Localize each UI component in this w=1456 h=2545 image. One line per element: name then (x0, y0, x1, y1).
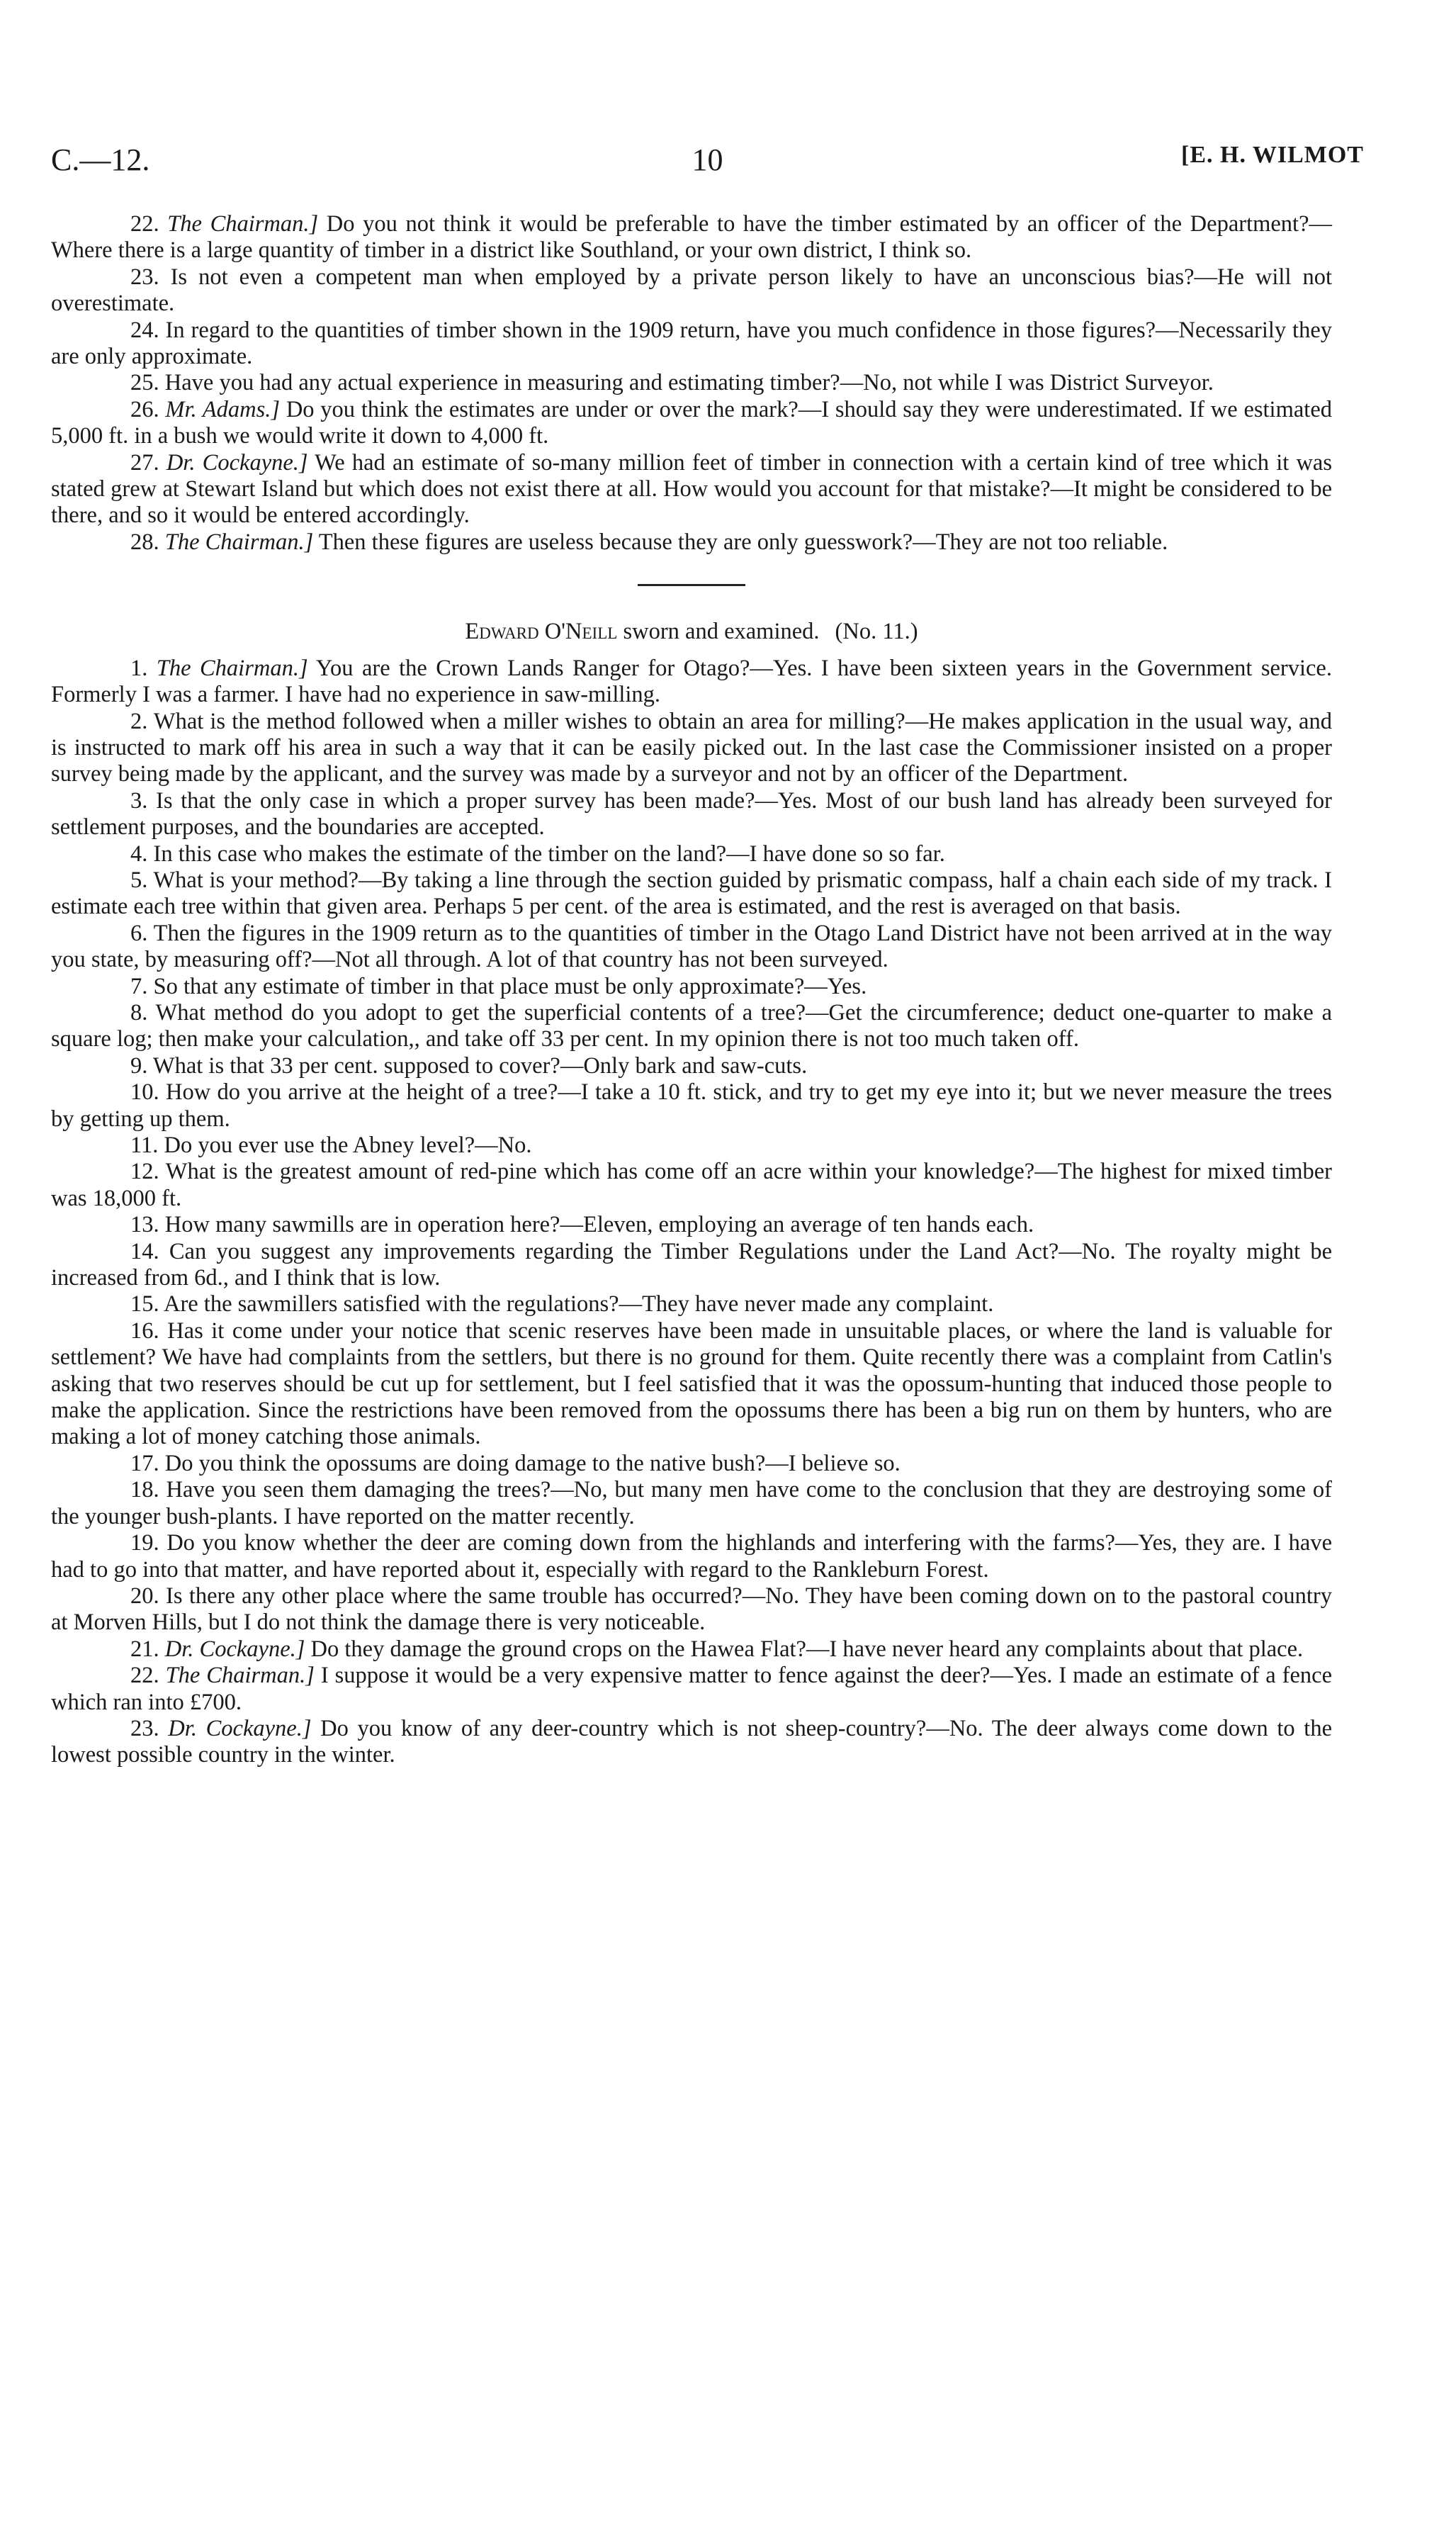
question-number: 13. (130, 1212, 159, 1238)
question-number: 14. (130, 1238, 159, 1264)
speaker-name: Dr. Cockayne.] (164, 1636, 305, 1662)
question-number: 5. (130, 867, 148, 893)
speaker-name: Dr. Cockayne.] (168, 1715, 312, 1741)
question-number: 20. (130, 1583, 159, 1609)
question-text: What is your method?—By taking a line through the section guided by prismatic compass, half a chain each side of my track. I estimate each tree within that given area. Perhaps 5 per cent. of the area is estimated, and the rest is averaged on that basis. (51, 867, 1332, 920)
question-paragraph (51, 1451, 1332, 1477)
document-reference: C.—12. (51, 142, 150, 177)
question-number: 10. (130, 1079, 159, 1106)
question-number: 27. (130, 449, 159, 476)
question-paragraph (51, 1583, 1332, 1636)
question-text: Do you think the estimates are under or over the mark?—I should say they were underestimated. If we estimated 5,000 ft. in a bush we would write it down to 4,000 ft. (51, 396, 1332, 449)
question-number: 7. (130, 973, 148, 999)
question-paragraph (51, 318, 1332, 371)
question-number: 8. (130, 999, 148, 1026)
question-paragraph (51, 656, 1332, 709)
question-number: 25. (130, 370, 159, 396)
question-paragraph (51, 709, 1332, 788)
question-paragraph (51, 1291, 1332, 1318)
question-number: 21. (130, 1636, 159, 1662)
section-divider (638, 584, 745, 586)
question-paragraph (51, 1716, 1332, 1769)
question-text: Have you had any actual experience in measuring and estimating timber?—No, not while I was District Surveyor. (164, 370, 1214, 396)
question-paragraph (51, 1318, 1332, 1451)
question-number: 11. (130, 1133, 159, 1158)
question-text: I suppose it would be a very expensive matter to fence against the deer?—Yes. I made an estimate of a fence which ran into £700. (51, 1663, 1332, 1715)
question-paragraph (51, 1159, 1332, 1212)
question-paragraph (51, 1053, 1332, 1079)
question-number: 23. (130, 264, 159, 290)
question-text: So that any estimate of timber in that place must be only approximate?—Yes. (153, 973, 867, 999)
question-text: We had an estimate of so-many million feet of timber in connection with a certain kind of tree which it was stated grew at Stewart Island but which does not exist there at all. How would you account for that mistake?—It might be considered to be there, and so it would be entered accordingly. (51, 449, 1333, 529)
question-number: 24. (130, 317, 159, 343)
question-text: Do you ever use the Abney level?—No. (164, 1133, 532, 1158)
question-number: 26. (130, 396, 159, 422)
speaker-name: The Chairman.] (165, 1663, 315, 1689)
speaker-name: The Chairman.] (156, 655, 308, 681)
question-paragraph (51, 529, 1332, 556)
page-body (51, 211, 1332, 1769)
question-paragraph (51, 211, 1332, 264)
question-paragraph (51, 1079, 1332, 1133)
question-text: In regard to the quantities of timber shown in the 1909 return, have you much confidence in those figures?—Necessarily they are only approximate. (51, 317, 1333, 370)
question-text: Do you know of any deer-country which is not sheep-country?—No. The deer always come down to the lowest possible country in the winter. (51, 1715, 1332, 1768)
section-oneill-evidence (51, 656, 1332, 1769)
speaker-name: Mr. Adams.] (165, 396, 281, 422)
question-number: 16. (130, 1318, 159, 1344)
question-text: What is the greatest amount of red-pine which has come off an acre within your knowledge?—The highest for mixed timber was 18,000 ft. (51, 1159, 1333, 1211)
question-paragraph (51, 1636, 1332, 1663)
question-text: How many sawmills are in operation here?—Eleven, employing an average of ten hands each. (164, 1212, 1034, 1238)
question-number: 19. (130, 1530, 159, 1556)
question-paragraph (51, 1530, 1332, 1583)
witness-name: Edward O'Neill (465, 619, 618, 645)
speaker-name: The Chairman.] (164, 529, 314, 555)
question-number: 28. (130, 529, 159, 555)
speaker-name: The Chairman.] (167, 211, 319, 237)
witness-number: (No. 11.) (835, 619, 918, 645)
question-text: Do you know whether the deer are coming down from the highlands and interfering with the farms?—Yes, they are. I have had to go into that matter, and have reported about it, especially with regard to the Rankleburn Forest. (51, 1530, 1333, 1583)
question-text: What is the method followed when a miller wishes to obtain an area for milling?—He makes application in the usual way, and is instructed to mark off his area in such a way that it can be easily picked out. In the last case the Commissioner insisted on a proper survey being made by the applicant, and the survey was made by a surveyor and not by an officer of the Department. (51, 708, 1332, 787)
witness-running-head: [E. H. WILMOT (1181, 142, 1364, 168)
question-text: Do you think the opossums are doing damage to the native bush?—I believe so. (164, 1450, 901, 1476)
question-number: 3. (130, 787, 148, 814)
question-text: Can you suggest any improvements regarding the Timber Regulations under the Land Act?—No. The royalty might be increased from 6d., and I think that is low. (51, 1238, 1332, 1291)
question-number: 22. (130, 211, 159, 237)
question-number: 23. (130, 1715, 159, 1741)
question-text: Is there any other place where the same trouble has occurred?—No. They have been coming down on to the pastoral country at Morven Hills, but I do not think the damage there is very noticeable. (51, 1583, 1332, 1636)
question-text: You are the Crown Lands Ranger for Otago?—Yes. I have been sixteen years in the Government service. Formerly I was a farmer. I have had no experience in saw-milling. (51, 655, 1332, 708)
speaker-name: Dr. Cockayne.] (166, 449, 308, 476)
question-paragraph (51, 788, 1332, 841)
question-text: Do they damage the ground crops on the Hawea Flat?—I have never heard any complaints about that place. (305, 1636, 1304, 1662)
section-wilmot-evidence (51, 211, 1332, 556)
question-paragraph (51, 974, 1332, 1000)
question-text: Is not even a competent man when employed by a private person likely to have an unconscious bias?—He will not overestimate. (51, 264, 1332, 317)
question-number: 15. (130, 1291, 159, 1318)
question-paragraph (51, 1000, 1332, 1053)
question-paragraph (51, 1133, 1332, 1159)
question-text: Has it come under your notice that scenic reserves have been made in unsuitable places, or where the land is valuable for settlement? We have had complaints from the settlers, but there is no ground for them. Quite recently there was a complaint from Catlin's asking that two reserves should be cut up for settlement, but I feel satisfied that it was the opossum-hunting that induced those people to make the application. Since the restrictions have been removed from the opossums there has been a big run on them by hunters, who are making a lot of money catching those animals. (51, 1318, 1333, 1450)
question-number: 18. (130, 1477, 159, 1503)
question-number: 2. (130, 708, 148, 734)
question-text: What method do you adopt to get the superficial contents of a tree?—Get the circumference; deduct one-quarter to make a square log; then make your calculation,, and take off 33 per cent. In my opinion there is not too much taken off. (51, 999, 1332, 1052)
question-paragraph (51, 450, 1332, 529)
question-paragraph (51, 1663, 1332, 1716)
question-text: Then the figures in the 1909 return as to the quantities of timber in the Otago Land District have not been arrived at in the way you state, by measuring off?—Not all through. A lot of that country has not been surveyed. (51, 920, 1332, 973)
question-text: In this case who makes the estimate of the timber on the land?—I have done so so far. (153, 841, 945, 867)
question-paragraph (51, 397, 1332, 450)
question-text: Then these figures are useless because they are only guesswork?—They are not too reliable. (313, 529, 1168, 555)
page-header (51, 142, 1364, 184)
question-text: How do you arrive at the height of a tree?—I take a 10 ft. stick, and try to get my eye into it; but we never measure the trees by getting up them. (51, 1079, 1332, 1132)
question-paragraph (51, 264, 1332, 318)
question-number: 17. (130, 1450, 159, 1476)
witness-heading (51, 619, 1332, 645)
question-paragraph (51, 1212, 1332, 1238)
question-number: 12. (130, 1159, 159, 1185)
question-paragraph (51, 370, 1332, 396)
question-text: Have you seen them damaging the trees?—No, but many men have come to the conclusion that they are destroying some of the younger bush-plants. I have reported on the matter recently. (51, 1477, 1332, 1529)
question-paragraph (51, 841, 1332, 867)
question-paragraph (51, 921, 1332, 974)
question-paragraph (51, 1239, 1332, 1292)
page-number: 10 (692, 142, 723, 177)
question-text: Is that the only case in which a proper survey has been made?—Yes. Most of our bush land has already been surveyed for settlement purposes, and the boundaries are accepted. (51, 787, 1332, 841)
question-paragraph (51, 867, 1332, 921)
question-text: Do you not think it would be preferable to have the timber estimated by an officer of the Department?—Where there is a large quantity of timber in a district like Southland, or your own district, I think so. (51, 211, 1333, 264)
question-number: 9. (130, 1052, 148, 1079)
question-number: 22. (130, 1663, 159, 1689)
question-text: Are the sawmillers satisfied with the regulations?—They have never made any complaint. (163, 1291, 994, 1318)
question-paragraph (51, 1477, 1332, 1530)
question-number: 4. (130, 841, 148, 867)
witness-sworn-text: sworn and examined. (617, 619, 820, 645)
question-number: 1. (130, 655, 148, 681)
question-number: 6. (130, 920, 148, 946)
question-text: What is that 33 per cent. supposed to cover?—Only bark and saw-cuts. (152, 1052, 808, 1079)
